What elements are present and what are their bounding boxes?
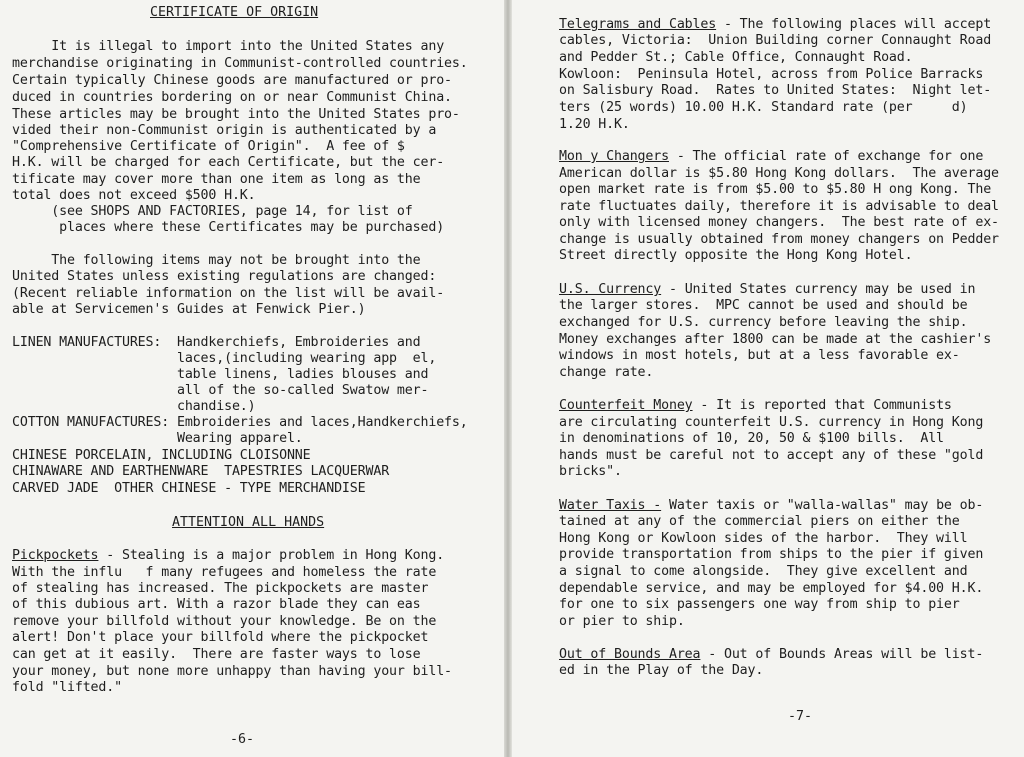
text-line: a signal to come alongside. They give excellent and [559, 564, 968, 579]
text-line: merchandise originating in Communist-controlled countries. [12, 56, 468, 71]
text-line: tificate may cover more than one item as long as the [12, 172, 421, 187]
text-line: dependable service, and may be employed for $4.00 H.K. [559, 581, 984, 596]
text-line [559, 398, 952, 414]
text-span: - Out of Bounds Areas will be list- [700, 647, 984, 662]
list-item: CARVED JADE OTHER CHINESE - TYPE MERCHANDISE [12, 481, 366, 496]
text-line: places where these Certificates may be purchased) [12, 220, 445, 235]
page-number: -7- [788, 709, 813, 724]
text-line: It is illegal to import into the United States any [12, 39, 445, 54]
text-line: in denominations of 10, 20, 50 & $100 bills. All [559, 431, 944, 446]
text-line: hands must be careful not to accept any of these "gold [559, 448, 984, 463]
list-item: chandise.) [12, 399, 256, 414]
text-line: tained at any of the commercial piers on either the [559, 514, 960, 529]
text-span: - Stealing is a major problem in Hong Kong. [98, 548, 445, 563]
text-span: Water taxis or "walla-wallas" may be ob- [661, 498, 984, 513]
text-line: Money exchanges after 1800 can be made at the cashier's [559, 332, 992, 347]
text-line: Street directly opposite the Hong Kong Hotel. [559, 248, 913, 263]
text-line: of stealing has increased. The pickpockets are master [12, 581, 429, 596]
left-page [0, 0, 504, 757]
text-line: ed in the Play of the Day. [559, 663, 764, 678]
text-line: the larger stores. MPC cannot be used and should be [559, 298, 968, 313]
page-fold [504, 0, 512, 757]
text-line: Certain typically Chinese goods are manufactured or pro- [12, 73, 452, 88]
text-line: (see SHOPS AND FACTORIES, page 14, for list of [12, 204, 413, 219]
text-line: H.K. will be charged for each Certificate, but the cer- [12, 155, 445, 170]
text-line [559, 282, 975, 298]
text-line: With the influ f many refugees and homeless the rate [12, 565, 437, 580]
list-item: Wearing apparel. [12, 431, 303, 446]
text-line: open market rate is from $5.00 to $5.80 H ong Kong. The [559, 182, 992, 197]
text-line: windows in most hotels, but at a less favorable ex- [559, 348, 960, 363]
list-item: table linens, ladies blouses and [12, 367, 429, 382]
list-item: LINEN MANUFACTURES: Handkerchiefs, Embroideries and [12, 335, 421, 350]
text-line: exchanged for U.S. currency before leaving the ship. [559, 315, 968, 330]
text-line: vided their non-Communist origin is authenticated by a [12, 123, 437, 138]
text-line [559, 647, 983, 663]
text-line: are circulating counterfeit U.S. currency in Hong Kong [559, 415, 984, 430]
list-item: laces,(including wearing app el, [12, 351, 437, 366]
text-line: alert! Don't place your billfold where the pickpocket [12, 630, 429, 645]
text-line: remove your billfold without your knowledge. Be on the [12, 614, 437, 629]
list-item: all of the so-called Swatow mer- [12, 383, 429, 398]
text-line: Hong Kong or Kowloon sides of the harbor. They will [559, 531, 968, 546]
text-line: only with licensed money changers. The best rate of ex- [559, 215, 999, 230]
text-line: for one to six passengers one way from ship to pier [559, 597, 960, 612]
text-line [559, 17, 991, 33]
text-line: duced in countries bordering on or near Communist China. [12, 90, 452, 105]
text-line: Kowloon: Peninsula Hotel, across from Police Barracks [559, 67, 984, 82]
text-line: your money, but none more unhappy than having your bill- [12, 664, 452, 679]
text-line: provide transportation from ships to the pier if given [559, 547, 984, 562]
text-line: or pier to ship. [559, 614, 685, 629]
text-line: United States unless existing regulations are changed: [12, 269, 437, 284]
text-line [12, 548, 444, 564]
text-line: on Salisbury Road. Rates to United States: Night let- [559, 83, 992, 98]
text-line: able at Servicemen's Guides at Fenwick Pier.) [12, 302, 366, 317]
text-line: 1.20 H.K. [559, 117, 630, 132]
text-line: rate fluctuates daily, therefore it is advisable to deal [559, 199, 999, 214]
text-line: The following items may not be brought into the [12, 253, 421, 268]
page-number: -6- [230, 732, 255, 747]
list-item: COTTON MANUFACTURES: Embroideries and laces,Handkerchiefs, [12, 415, 468, 430]
text-line: (Recent reliable information on the list will be avail- [12, 286, 445, 301]
out-of-bounds-heading: Out of Bounds Area [559, 647, 701, 662]
text-line: change is usually obtained from money changers on Pedder [559, 232, 999, 247]
pickpockets-heading: Pickpockets [12, 548, 99, 563]
water-taxis-heading: Water Taxis - [559, 498, 662, 513]
us-currency-heading: U.S. Currency [559, 282, 662, 297]
telegrams-heading: Telegrams and Cables [559, 17, 717, 32]
money-changers-heading: Mon y Changers [559, 149, 669, 164]
text-line: bricks". [559, 464, 622, 479]
text-span: - United States currency may be used in [661, 282, 976, 297]
text-line [559, 149, 983, 165]
text-line: "Comprehensive Certificate of Origin". A fee of $ [12, 139, 405, 154]
text-line: of this dubious art. With a razor blade they can eas [12, 597, 421, 612]
list-item: CHINAWARE AND EARTHENWARE TAPESTRIES LACQUERWAR [12, 464, 390, 479]
text-line: American dollar is $5.80 Hong Kong dollars. The average [559, 166, 999, 181]
counterfeit-money-heading: Counterfeit Money [559, 398, 693, 413]
text-line: fold "lifted." [12, 680, 122, 695]
attention-title: ATTENTION ALL HANDS [172, 515, 325, 530]
text-line: ters (25 words) 10.00 H.K. Standard rate (per d) [559, 100, 968, 115]
text-line: These articles may be brought into the United States pro- [12, 107, 460, 122]
text-line [559, 498, 983, 514]
list-item: CHINESE PORCELAIN, INCLUDING CLOISONNE [12, 448, 311, 463]
certificate-title: CERTIFICATE OF ORIGIN [150, 5, 319, 20]
text-span: - The official rate of exchange for one [668, 149, 984, 164]
text-span: - It is reported that Communists [692, 398, 952, 413]
text-line: can get at it easily. There are faster ways to lose [12, 647, 421, 662]
text-line: and Pedder St.; Cable Office, Connaught Road. [559, 50, 913, 65]
text-line: total does not exceed $500 H.K. [12, 188, 256, 203]
text-line: cables, Victoria: Union Building corner Connaught Road [559, 33, 992, 48]
right-page [512, 0, 1024, 757]
text-line: change rate. [559, 365, 654, 380]
text-span: - The following places will accept [716, 17, 992, 32]
